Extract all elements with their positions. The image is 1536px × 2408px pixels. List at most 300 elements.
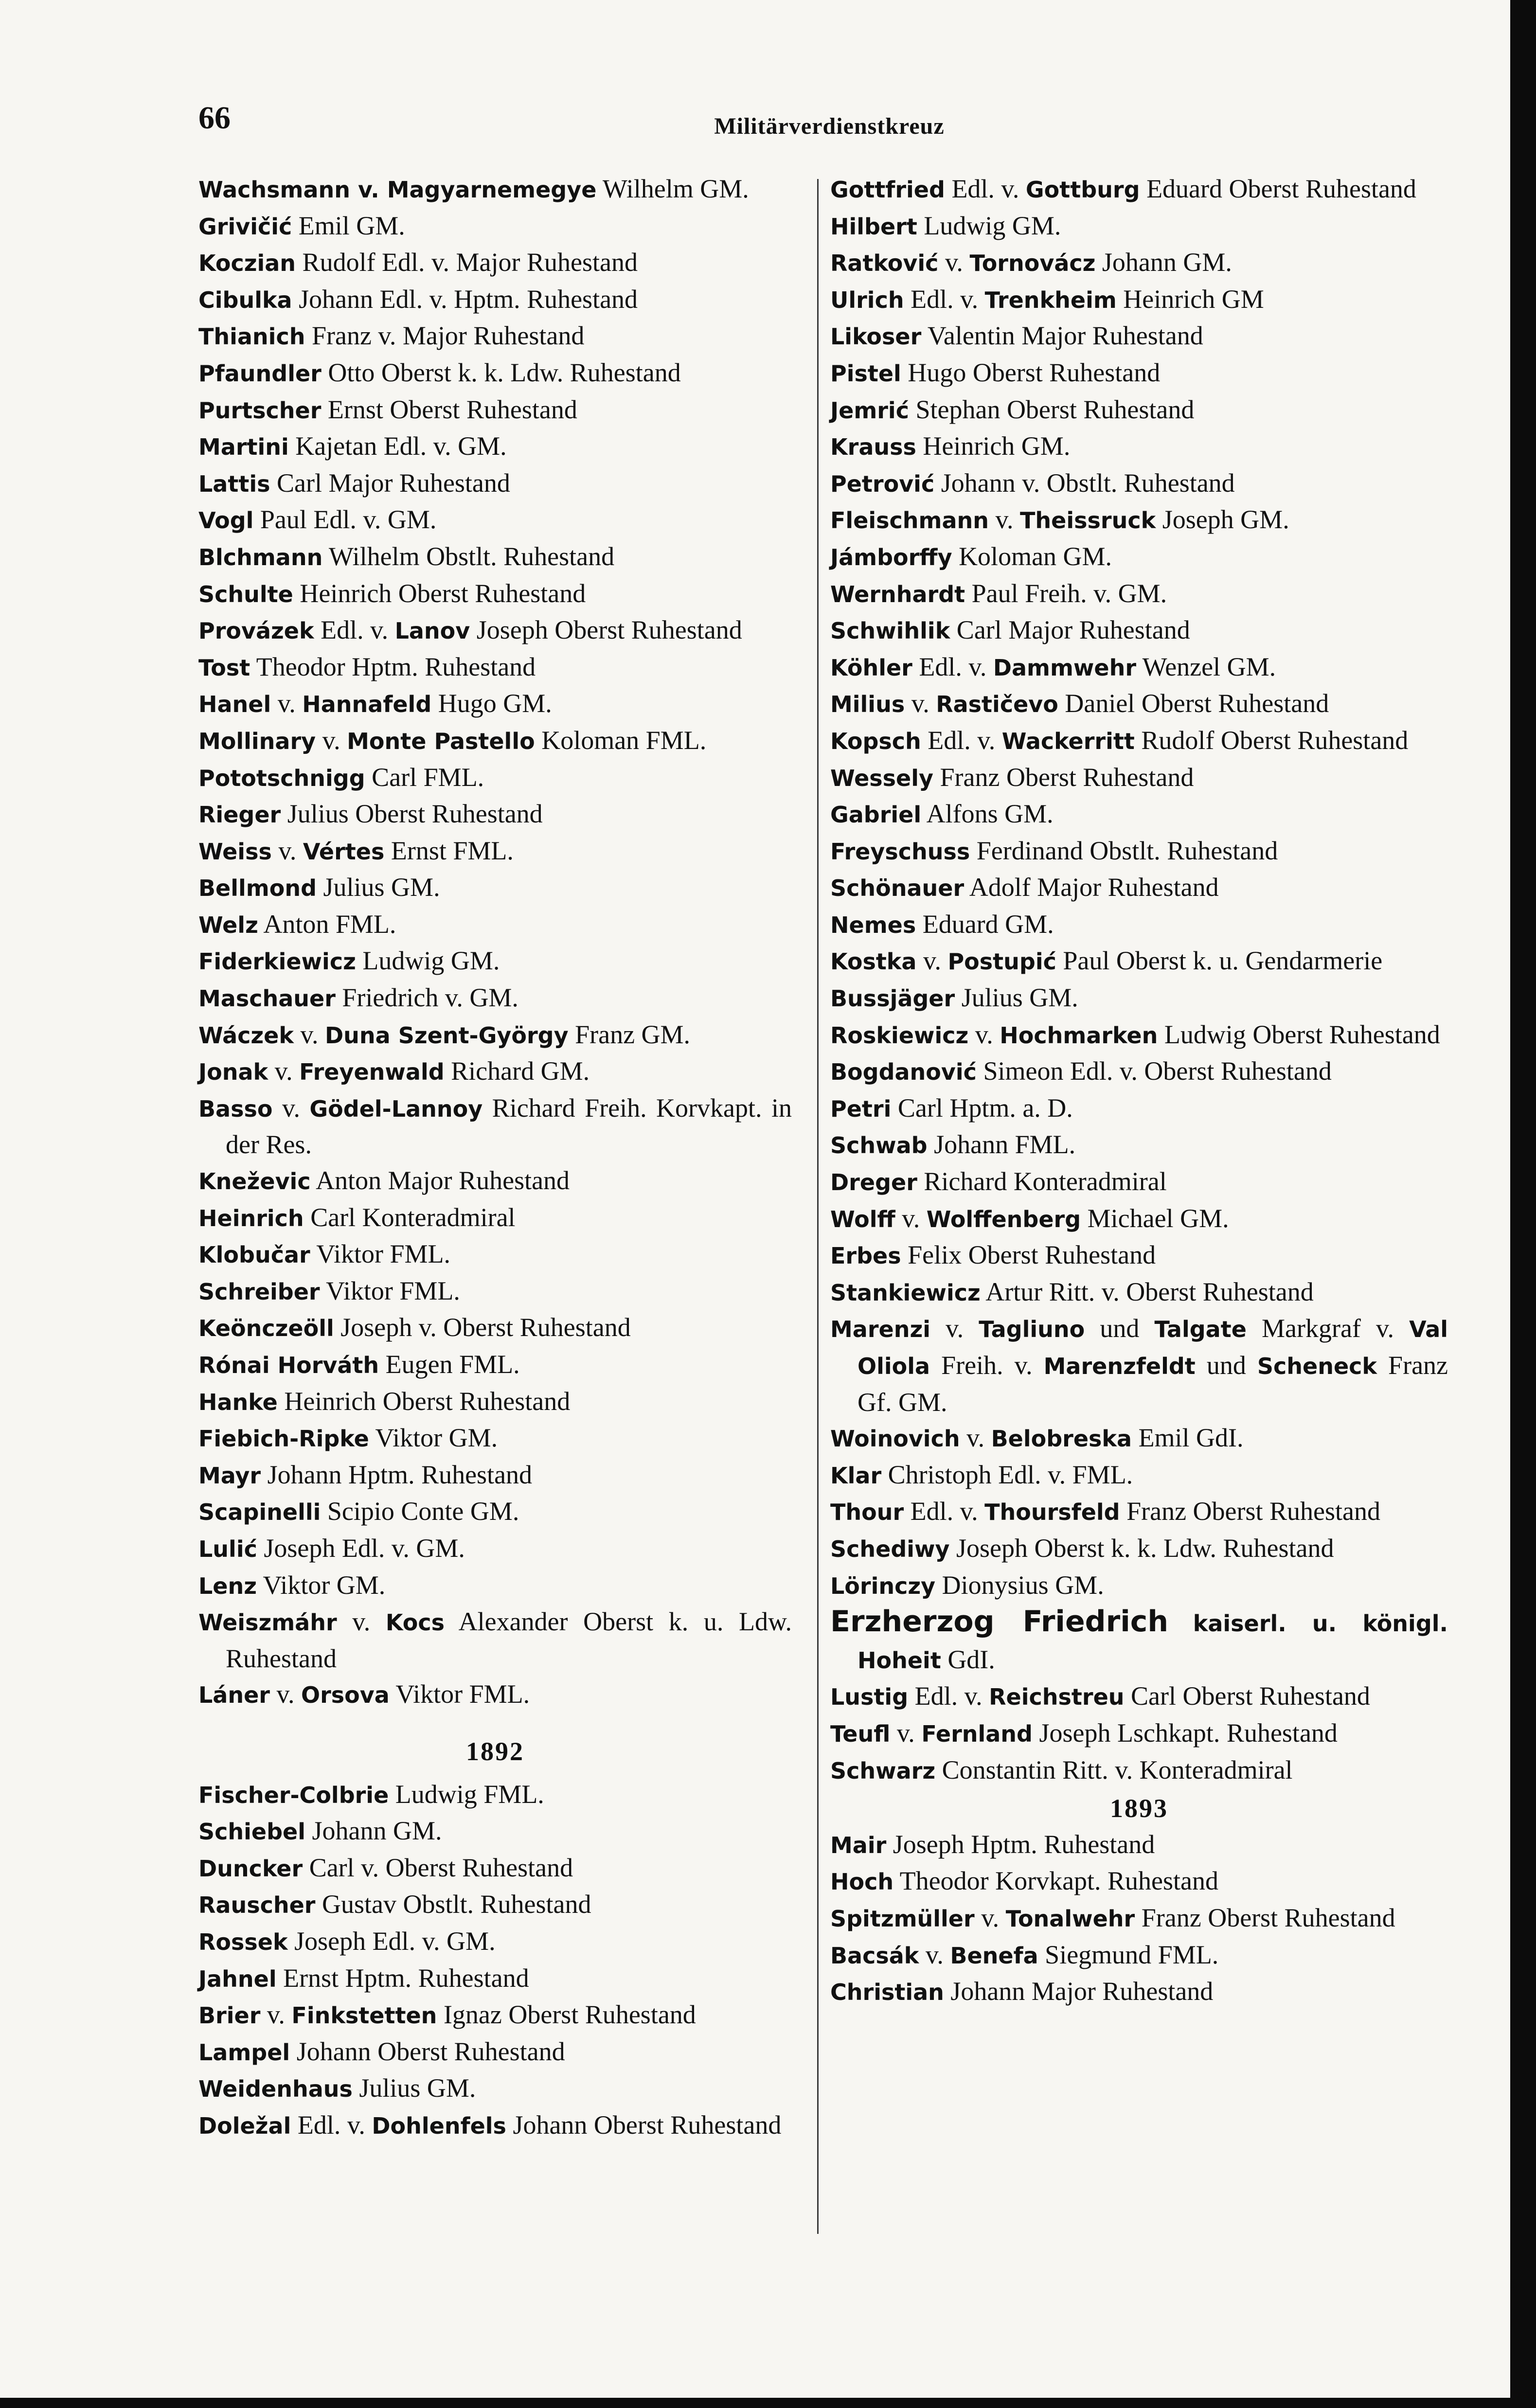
surname: Fischer-Colbrie xyxy=(198,1782,389,1808)
entry-detail: Theodor Hptm. Ruhestand xyxy=(250,652,536,681)
entry-detail: Dionysius GM. xyxy=(935,1570,1104,1600)
entry-detail: v. xyxy=(272,1093,310,1123)
entry-detail: Franz Gf. GM. xyxy=(857,1351,1448,1417)
surname: Finkstetten xyxy=(291,2002,437,2029)
entry-detail: Kajetan Edl. v. GM. xyxy=(288,431,507,461)
surname: Schreiber xyxy=(198,1278,320,1305)
surname: Gabriel xyxy=(830,802,922,828)
list-entry xyxy=(198,2034,792,2071)
list-entry xyxy=(198,1777,792,1814)
surname: Vértes xyxy=(303,838,385,865)
entry-detail: v. xyxy=(337,1607,386,1637)
list-entry xyxy=(830,1531,1448,1568)
list-entry xyxy=(830,1715,1448,1752)
entry-detail: Johann GM. xyxy=(305,1816,442,1846)
surname: Milius xyxy=(830,691,905,718)
entry-detail: Eduard GM. xyxy=(916,909,1054,939)
entry-detail: v. xyxy=(960,1423,991,1453)
entry-detail: Artur Ritt. v. Oberst Ruhestand xyxy=(980,1277,1314,1306)
list-entry xyxy=(830,760,1448,797)
surname: Theissruck xyxy=(1020,507,1156,534)
list-entry xyxy=(830,576,1448,613)
surname: Keönczeöll xyxy=(198,1315,334,1342)
entry-detail: Julius Oberst Ruhestand xyxy=(281,799,543,829)
surname: Kneževic xyxy=(198,1168,311,1195)
list-entry xyxy=(830,1311,1448,1420)
surname: Provázek xyxy=(198,618,314,644)
surname: Doležal xyxy=(198,2112,291,2139)
list-entry xyxy=(830,1090,1448,1127)
list-entry xyxy=(830,833,1448,870)
entry-detail: Siegmund FML. xyxy=(1038,1940,1219,1969)
list-entry xyxy=(830,1017,1448,1054)
list-entry xyxy=(198,760,792,797)
surname: Weiss xyxy=(198,838,272,865)
surname: Kostka xyxy=(830,948,917,975)
list-entry xyxy=(830,1274,1448,1311)
entry-detail: Ernst Hptm. Ruhestand xyxy=(276,1963,529,1993)
surname: Lattis xyxy=(198,470,270,497)
list-entry xyxy=(830,907,1448,944)
entry-detail: Rudolf Edl. v. Major Ruhestand xyxy=(296,248,638,277)
entry-detail: Johann Edl. v. Hptm. Ruhestand xyxy=(292,284,638,314)
list-entry xyxy=(198,686,792,723)
entry-detail: Ludwig GM. xyxy=(917,211,1061,240)
surname: Ratković xyxy=(830,250,939,277)
list-entry xyxy=(198,1568,792,1605)
list-entry xyxy=(830,1201,1448,1238)
year-heading: 1893 xyxy=(1110,1794,1168,1823)
surname: Klobučar xyxy=(198,1242,310,1268)
entry-detail: Hugo Oberst Ruhestand xyxy=(901,357,1161,387)
list-entry xyxy=(198,1961,792,1998)
list-entry xyxy=(830,1568,1448,1605)
list-entry xyxy=(198,612,792,649)
surname: Scheneck xyxy=(1257,1353,1377,1379)
surname: Postupić xyxy=(947,948,1056,975)
entry-detail: Heinrich Oberst Ruhestand xyxy=(293,578,586,608)
entry-detail: Carl Major Ruhestand xyxy=(950,615,1190,645)
entry-detail: Wilhelm GM. xyxy=(596,174,749,203)
entry-detail: Koloman FML. xyxy=(535,725,707,755)
entry-detail: Johann Hptm. Ruhestand xyxy=(261,1460,533,1489)
year-heading: 1892 xyxy=(466,1736,524,1766)
surname: Lampel xyxy=(198,2039,290,2066)
surname: Wernhardt xyxy=(830,581,965,607)
list-entry xyxy=(198,943,792,980)
entry-detail: Franz GM. xyxy=(568,1019,691,1049)
list-entry xyxy=(198,907,792,944)
entry-detail: Ludwig Oberst Ruhestand xyxy=(1158,1019,1440,1049)
list-entry xyxy=(830,1974,1448,2011)
entry-detail: GdI. xyxy=(941,1644,995,1674)
surname: Hanke xyxy=(198,1389,278,1415)
list-entry xyxy=(198,282,792,319)
entry-detail: Viktor FML. xyxy=(389,1679,530,1709)
entry-detail: Franz Oberst Ruhestand xyxy=(933,762,1194,792)
surname: Lenz xyxy=(198,1572,257,1599)
surname: Tonalwehr xyxy=(1005,1905,1135,1932)
entry-detail: Alexander Oberst k. u. Ldw. Ruhestand xyxy=(226,1607,792,1673)
entry-detail: Franz v. Major Ruhestand xyxy=(305,321,585,351)
surname: Christian xyxy=(830,1979,944,2006)
surname: Duncker xyxy=(198,1855,303,1882)
entry-detail: Joseph GM. xyxy=(1156,505,1289,535)
list-entry xyxy=(830,943,1448,980)
surname: Reichstreu xyxy=(989,1684,1125,1711)
entry-detail: Friedrich v. GM. xyxy=(335,983,518,1013)
entry-detail: Joseph Edl. v. GM. xyxy=(257,1533,465,1563)
surname: Marenzi xyxy=(830,1316,930,1343)
list-entry xyxy=(830,1937,1448,1974)
surname: Brier xyxy=(198,2002,261,2029)
list-entry xyxy=(830,1420,1448,1457)
list-entry xyxy=(830,980,1448,1017)
entry-detail: Carl v. Oberst Ruhestand xyxy=(303,1853,573,1882)
entry-detail: v. xyxy=(271,836,303,865)
entry-detail: Joseph Edl. v. GM. xyxy=(287,1926,496,1956)
entry-detail: v. xyxy=(269,1679,301,1709)
entry-detail: Viktor FML. xyxy=(310,1239,450,1269)
surname: Wolff xyxy=(830,1206,895,1232)
surname: Wackerritt xyxy=(1001,728,1135,754)
surname: Heinrich xyxy=(198,1205,304,1231)
list-entry xyxy=(830,1827,1448,1864)
list-entry xyxy=(198,576,792,613)
entry-detail: Ernst Oberst Ruhestand xyxy=(321,394,577,424)
surname: Maschauer xyxy=(198,985,336,1012)
surname: Kocs xyxy=(385,1609,445,1636)
surname: Gottfried xyxy=(830,177,945,203)
list-entry xyxy=(198,1887,792,1924)
entry-detail: Julius GM. xyxy=(317,873,440,902)
surname: Schiebel xyxy=(198,1819,306,1845)
surname: Petrović xyxy=(830,470,935,497)
entry-detail: Johann v. Obstlt. Ruhestand xyxy=(934,468,1235,498)
entry-detail: Joseph Oberst Ruhestand xyxy=(470,615,742,645)
surname: Grivičić xyxy=(198,213,292,240)
surname: Fiebich-Ripke xyxy=(198,1426,369,1452)
list-entry xyxy=(198,465,792,502)
entry-detail: Paul Oberst k. u. Gendarmerie xyxy=(1056,946,1383,976)
list-entry xyxy=(198,1850,792,1887)
surname: Bellmond xyxy=(198,875,317,902)
list-entry xyxy=(830,1164,1448,1201)
list-entry xyxy=(198,428,792,465)
surname: Erbes xyxy=(830,1243,901,1269)
surname: Schwab xyxy=(830,1132,928,1159)
entry-detail: Rudolf Oberst Ruhestand xyxy=(1134,725,1409,755)
surname: Purtscher xyxy=(198,397,321,424)
list-entry xyxy=(198,980,792,1017)
surname: Rieger xyxy=(198,802,281,828)
entry-detail: v. xyxy=(905,689,936,718)
surname: Freyschuss xyxy=(830,838,970,865)
entry-detail: Wenzel GM. xyxy=(1136,652,1276,681)
list-entry xyxy=(830,1604,1448,1678)
surname: Köhler xyxy=(830,654,912,681)
surname: Wolffenberg xyxy=(926,1206,1081,1232)
entry-detail: Franz Oberst Ruhestand xyxy=(1120,1497,1380,1526)
surname: Trenkheim xyxy=(984,286,1117,313)
surname: Scapinelli xyxy=(198,1499,321,1526)
list-entry xyxy=(830,465,1448,502)
list-entry xyxy=(830,1237,1448,1274)
list-entry xyxy=(198,723,792,760)
list-entry xyxy=(198,1604,792,1677)
list-entry xyxy=(830,1900,1448,1937)
entry-detail: Valentin Major Ruhestand xyxy=(921,321,1203,351)
list-entry xyxy=(830,723,1448,760)
list-entry xyxy=(198,245,792,282)
entry-detail: Eugen FML. xyxy=(379,1350,520,1379)
entry-detail: Johann Oberst Ruhestand xyxy=(290,2036,565,2066)
entry-detail: Emil GM. xyxy=(292,211,405,240)
surname: Bogdanović xyxy=(830,1059,977,1086)
surname: Basso xyxy=(198,1095,273,1122)
surname: Mayr xyxy=(198,1462,261,1489)
entry-detail: Stephan Oberst Ruhestand xyxy=(909,394,1195,424)
list-entry xyxy=(830,355,1448,392)
list-entry xyxy=(830,428,1448,465)
entry-detail: Eduard Oberst Ruhestand xyxy=(1140,174,1416,203)
entry-detail: Julius GM. xyxy=(352,2073,476,2103)
surname: Spitzmüller xyxy=(830,1905,975,1932)
surname: Talgate xyxy=(1154,1316,1247,1343)
surname: Ulrich xyxy=(830,286,904,313)
list-entry xyxy=(198,1457,792,1494)
entry-detail: Ludwig GM. xyxy=(356,946,500,976)
surname: Dreger xyxy=(830,1169,917,1196)
entry-detail: Edl. v. xyxy=(904,284,985,314)
entry-detail: Anton Major Ruhestand xyxy=(310,1166,570,1195)
entry-detail: Markgraf v. xyxy=(1246,1314,1410,1343)
list-entry xyxy=(830,245,1448,282)
entry-detail: Paul Freih. v. GM. xyxy=(965,578,1167,608)
list-entry xyxy=(198,2107,792,2144)
entry-detail: Edl. v. xyxy=(912,652,993,681)
entry-detail: v. xyxy=(968,1019,1000,1049)
surname: Thour xyxy=(830,1499,904,1526)
surname: Rónai Horváth xyxy=(198,1352,379,1378)
surname: Rastičevo xyxy=(936,691,1058,718)
entry-detail: Johann GM. xyxy=(1095,248,1232,277)
surname: Blchmann xyxy=(198,544,323,571)
surname: Klar xyxy=(830,1462,882,1489)
surname: Teufl xyxy=(830,1720,891,1747)
entry-detail: Johann Oberst Ruhestand xyxy=(506,2110,782,2140)
surname: Roskiewicz xyxy=(830,1022,969,1049)
surname: Schwihlik xyxy=(830,618,950,644)
list-entry xyxy=(830,1457,1448,1494)
list-entry xyxy=(830,1863,1448,1900)
entry-detail: Hugo GM. xyxy=(431,689,552,718)
entry-detail: v. xyxy=(974,1903,1006,1932)
surname: Tagliuno xyxy=(979,1316,1085,1343)
surname: Thoursfeld xyxy=(984,1499,1120,1526)
list-entry xyxy=(198,355,792,392)
surname: Hannafeld xyxy=(302,691,432,718)
surname: Likoser xyxy=(830,323,922,350)
entry-detail: Edl. v. xyxy=(314,615,395,645)
surname: Schwarz xyxy=(830,1757,936,1784)
surname: Cibulka xyxy=(198,286,292,313)
surname: Wachsmann v. Magyarnemegye xyxy=(198,177,597,203)
list-entry xyxy=(198,1200,792,1237)
surname: Wáczek xyxy=(198,1022,294,1049)
surname: Lanov xyxy=(394,618,470,644)
surname: Freyenwald xyxy=(299,1059,445,1086)
entry-detail: Daniel Oberst Ruhestand xyxy=(1058,689,1329,718)
entry-detail: Otto Oberst k. k. Ldw. Ruhestand xyxy=(321,357,681,387)
entry-detail: v. xyxy=(260,2000,292,2030)
surname: Weiszmáhr xyxy=(198,1609,337,1636)
list-entry xyxy=(198,1494,792,1531)
surname: Rossek xyxy=(198,1928,288,1955)
surname: Thianich xyxy=(198,323,305,350)
surname: Val Oliola xyxy=(857,1316,1448,1379)
entry-detail: Emil GdI. xyxy=(1132,1423,1244,1453)
entry-detail: Ernst FML. xyxy=(384,836,514,865)
list-entry xyxy=(198,649,792,686)
right-column xyxy=(830,171,1448,2011)
list-entry xyxy=(830,870,1448,907)
entry-detail: Joseph Oberst k. k. Ldw. Ruhestand xyxy=(949,1533,1334,1563)
surname: Rauscher xyxy=(198,1892,316,1919)
surname: Lustig xyxy=(830,1684,909,1711)
surname: Jonak xyxy=(198,1059,268,1086)
entry-detail: v. xyxy=(271,689,303,718)
entry-detail: v. xyxy=(989,505,1020,535)
entry-detail: und xyxy=(1195,1351,1257,1380)
entry-detail: Edl. v. xyxy=(921,725,1002,755)
list-entry xyxy=(198,502,792,539)
list-entry xyxy=(198,1090,792,1163)
surname: Welz xyxy=(198,911,258,938)
list-entry xyxy=(830,796,1448,833)
entry-detail: Heinrich GM. xyxy=(916,431,1071,461)
list-entry xyxy=(830,1053,1448,1090)
entry-detail: Viktor FML. xyxy=(320,1276,460,1305)
list-entry xyxy=(198,1053,792,1090)
list-entry xyxy=(198,2070,792,2107)
entry-detail: Felix Oberst Ruhestand xyxy=(901,1240,1156,1270)
list-entry xyxy=(830,171,1448,208)
surname: Benefa xyxy=(950,1942,1038,1969)
surname: Belobreska xyxy=(991,1426,1132,1452)
entry-detail: v. xyxy=(938,248,970,277)
entry-detail: Christoph Edl. v. FML. xyxy=(881,1460,1133,1489)
surname: Tornovácz xyxy=(969,250,1096,277)
list-entry xyxy=(830,318,1448,355)
entry-detail: Richard GM. xyxy=(444,1056,590,1086)
list-entry xyxy=(830,539,1448,576)
entry-detail: Heinrich Oberst Ruhestand xyxy=(277,1386,571,1416)
surname: Jahnel xyxy=(198,1965,277,1992)
surname: Gödel-Lannoy xyxy=(309,1095,483,1122)
surname: Koczian xyxy=(198,250,296,277)
list-entry xyxy=(198,539,792,576)
surname: Fernland xyxy=(921,1720,1033,1747)
list-entry xyxy=(198,1531,792,1568)
list-entry xyxy=(198,318,792,355)
entry-detail: v. xyxy=(919,1940,950,1969)
entry-detail: Anton FML. xyxy=(258,909,396,939)
surname: Dammwehr xyxy=(993,654,1137,681)
running-head: Militärverdienstkreuz xyxy=(714,113,945,139)
entry-detail: Koloman GM. xyxy=(952,541,1112,571)
entry-detail: Constantin Ritt. v. Konteradmiral xyxy=(935,1755,1293,1784)
entry-detail: Joseph Hptm. Ruhestand xyxy=(886,1829,1155,1859)
entry-detail: Scipio Conte GM. xyxy=(321,1497,519,1526)
list-entry xyxy=(198,1813,792,1850)
surname: Schulte xyxy=(198,581,293,607)
list-entry xyxy=(198,171,792,208)
entry-detail: Wilhelm Obstlt. Ruhestand xyxy=(322,541,615,571)
list-entry xyxy=(198,833,792,870)
list-entry xyxy=(198,1384,792,1421)
surname: Erzherzog Friedrich xyxy=(830,1605,1169,1639)
entry-detail: Ignaz Oberst Ruhestand xyxy=(437,2000,696,2030)
list-entry xyxy=(830,1752,1448,1789)
surname: Krauss xyxy=(830,434,916,461)
entry-detail: Johann FML. xyxy=(927,1130,1076,1159)
list-entry xyxy=(198,1997,792,2034)
entry-detail: Carl Oberst Ruhestand xyxy=(1124,1681,1370,1711)
surname: Mair xyxy=(830,1832,887,1858)
entry-detail: Carl Hptm. a. D. xyxy=(891,1093,1073,1123)
entry-detail: Franz Oberst Ruhestand xyxy=(1135,1903,1395,1932)
surname: Mollinary xyxy=(198,728,316,754)
entry-detail: Michael GM. xyxy=(1081,1203,1229,1233)
surname: Marenzfeldt xyxy=(1043,1353,1196,1379)
surname: Pistel xyxy=(830,360,901,387)
entry-detail: Edl. v. xyxy=(908,1681,989,1711)
entry-detail: v. xyxy=(268,1056,300,1086)
list-entry xyxy=(830,502,1448,539)
left-column xyxy=(198,171,792,2144)
surname: Monte Pastello xyxy=(347,728,535,754)
surname: Jemrić xyxy=(830,397,909,424)
surname: Wessely xyxy=(830,765,934,791)
surname: Hochmarken xyxy=(1000,1022,1158,1049)
surname: Schediwy xyxy=(830,1535,950,1562)
surname: Hoch xyxy=(830,1869,894,1895)
list-entry xyxy=(830,208,1448,245)
entry-detail: Carl FML. xyxy=(365,762,484,792)
entry-detail: Gustav Obstlt. Ruhestand xyxy=(315,1890,591,1919)
entry-detail: Paul Edl. v. GM. xyxy=(253,505,437,535)
entry-detail: Julius GM. xyxy=(955,983,1078,1013)
entry-detail: Adolf Major Ruhestand xyxy=(964,873,1219,902)
surname: Gottburg xyxy=(1025,177,1140,203)
entry-detail: v. xyxy=(293,1019,325,1049)
entry-detail: Alfons GM. xyxy=(921,799,1054,829)
list-entry xyxy=(830,612,1448,649)
surname: Pfaundler xyxy=(198,360,321,387)
list-entry xyxy=(830,1494,1448,1531)
entry-detail: Freih. v. xyxy=(930,1351,1044,1380)
entry-detail: Carl Major Ruhestand xyxy=(270,468,510,498)
surname: Lörinczy xyxy=(830,1572,936,1599)
list-entry xyxy=(198,208,792,245)
entry-detail: Edl. v. xyxy=(904,1497,985,1526)
surname: Lulić xyxy=(198,1535,257,1562)
surname: Vogl xyxy=(198,507,254,534)
entry-detail: Simeon Edl. v. Oberst Ruhestand xyxy=(976,1056,1332,1086)
entry-detail: v. xyxy=(890,1718,922,1748)
entry-detail: Viktor GM. xyxy=(257,1570,386,1600)
